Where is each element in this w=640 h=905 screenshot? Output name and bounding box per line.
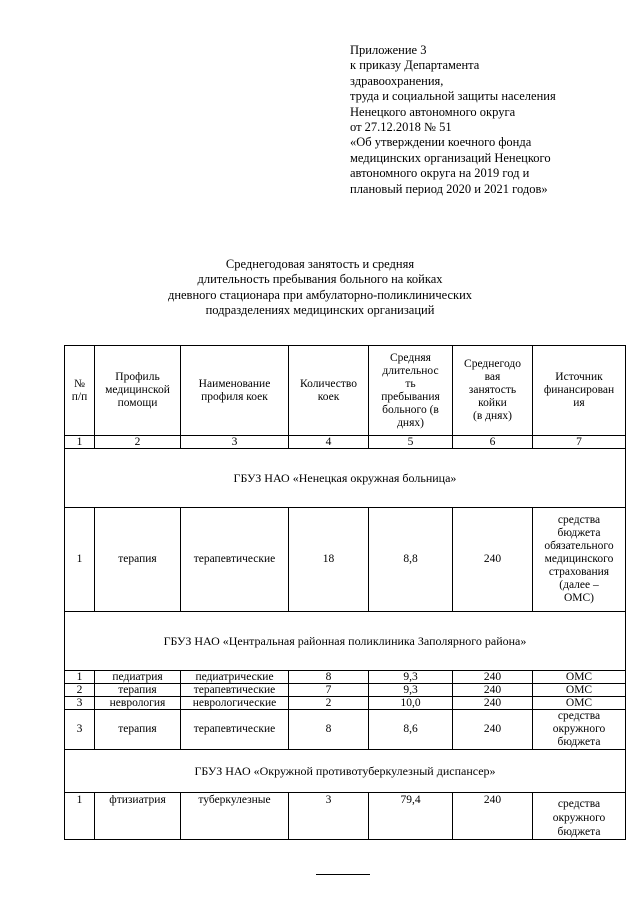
column-header: Источник финансирован ия (533, 346, 626, 436)
table-header-row (65, 346, 626, 436)
cell-count: 2 (289, 697, 369, 710)
org-row (65, 449, 626, 508)
cell-num: 1 (65, 671, 95, 684)
column-header: Среднегодо вая занятость койки (в днях) (453, 346, 533, 436)
title-line: дневного стационара при амбулаторно-поликлинических (167, 287, 473, 302)
header-line: здравоохранения, (350, 73, 444, 88)
cell-duration: 8,8 (369, 508, 453, 612)
cell-beds-profile: терапевтические (181, 710, 289, 750)
cell-source: ОМС (533, 697, 626, 710)
header-line: Ненецкого автономного округа (350, 104, 516, 119)
org-name: ГБУЗ НАО «Центральная районная поликлиника Заполярного района» (65, 612, 626, 671)
cell-source: ОМС (533, 671, 626, 684)
column-number: 6 (453, 436, 533, 449)
cell-source: средства окружного бюджета (533, 793, 626, 840)
cell-profile: педиатрия (95, 671, 181, 684)
column-number: 5 (369, 436, 453, 449)
column-header: Количество коек (289, 346, 369, 436)
cell-count: 3 (289, 793, 369, 840)
column-number: 4 (289, 436, 369, 449)
org-row (65, 750, 626, 793)
column-number: 3 (181, 436, 289, 449)
column-number-row (65, 436, 626, 449)
cell-beds-profile: неврологические (181, 697, 289, 710)
document-title (20, 257, 620, 319)
column-header: № п/п (65, 346, 95, 436)
table-row (65, 684, 626, 697)
column-number: 2 (95, 436, 181, 449)
header-line: от 27.12.2018 № 51 (350, 120, 452, 135)
cell-duration: 9,3 (369, 684, 453, 697)
cell-count: 8 (289, 710, 369, 750)
table-row (65, 508, 626, 612)
cell-occupancy: 240 (453, 671, 533, 684)
cell-duration: 79,4 (369, 793, 453, 840)
header-line: труда и социальной защиты населения (350, 89, 556, 104)
header-line: медицинских организаций Ненецкого (350, 150, 551, 165)
cell-num: 2 (65, 684, 95, 697)
cell-num: 1 (65, 508, 95, 612)
cell-occupancy: 240 (453, 508, 533, 612)
header-line: «Об утверждении коечного фонда (350, 135, 532, 150)
org-name: ГБУЗ НАО «Ненецкая окружная больница» (65, 449, 626, 508)
header-line: плановый период 2020 и 2021 годов» (350, 181, 548, 196)
cell-beds-profile: терапевтические (181, 684, 289, 697)
cell-count: 7 (289, 684, 369, 697)
bed-occupancy-table (64, 345, 626, 840)
title-line: подразделениях медицинских организаций (205, 303, 435, 318)
column-header: Профиль медицинской помощи (95, 346, 181, 436)
header-line: Приложение 3 (350, 43, 427, 57)
column-header: Наименование профиля коек (181, 346, 289, 436)
cell-profile: фтизиатрия (95, 793, 181, 840)
table-row (65, 671, 626, 684)
cell-profile: терапия (95, 508, 181, 612)
header-line: к приказу Департамента (350, 58, 480, 73)
cell-profile: неврология (95, 697, 181, 710)
title-line: Среднегодовая занятость и средняя (225, 257, 415, 271)
title-line: длительность пребывания больного на койках (197, 272, 443, 287)
footer-divider (316, 874, 370, 875)
cell-count: 18 (289, 508, 369, 612)
cell-beds-profile: туберкулезные (181, 793, 289, 840)
org-row (65, 612, 626, 671)
column-number: 1 (65, 436, 95, 449)
cell-occupancy: 240 (453, 684, 533, 697)
cell-duration: 8,6 (369, 710, 453, 750)
cell-source: средства бюджета обязательного медицинского страхования (далее – ОМС) (533, 508, 626, 612)
cell-duration: 10,0 (369, 697, 453, 710)
cell-occupancy: 240 (453, 793, 533, 840)
cell-occupancy: 240 (453, 697, 533, 710)
cell-occupancy: 240 (453, 710, 533, 750)
org-name: ГБУЗ НАО «Окружной противотуберкулезный диспансер» (65, 750, 626, 793)
column-number: 7 (533, 436, 626, 449)
cell-beds-profile: педиатрические (181, 671, 289, 684)
cell-duration: 9,3 (369, 671, 453, 684)
column-header: Средняя длительнос ть пребывания больного (в днях) (369, 346, 453, 436)
cell-profile: терапия (95, 710, 181, 750)
appendix-header (350, 43, 630, 197)
table-row (65, 793, 626, 840)
cell-source: ОМС (533, 684, 626, 697)
cell-beds-profile: терапевтические (181, 508, 289, 612)
cell-profile: терапия (95, 684, 181, 697)
cell-count: 8 (289, 671, 369, 684)
header-line: автономного округа на 2019 год и (350, 166, 530, 181)
cell-num: 3 (65, 710, 95, 750)
cell-source: средства окружного бюджета (533, 710, 626, 750)
table-row (65, 710, 626, 750)
cell-num: 1 (65, 793, 95, 840)
table-row (65, 697, 626, 710)
cell-num: 3 (65, 697, 95, 710)
